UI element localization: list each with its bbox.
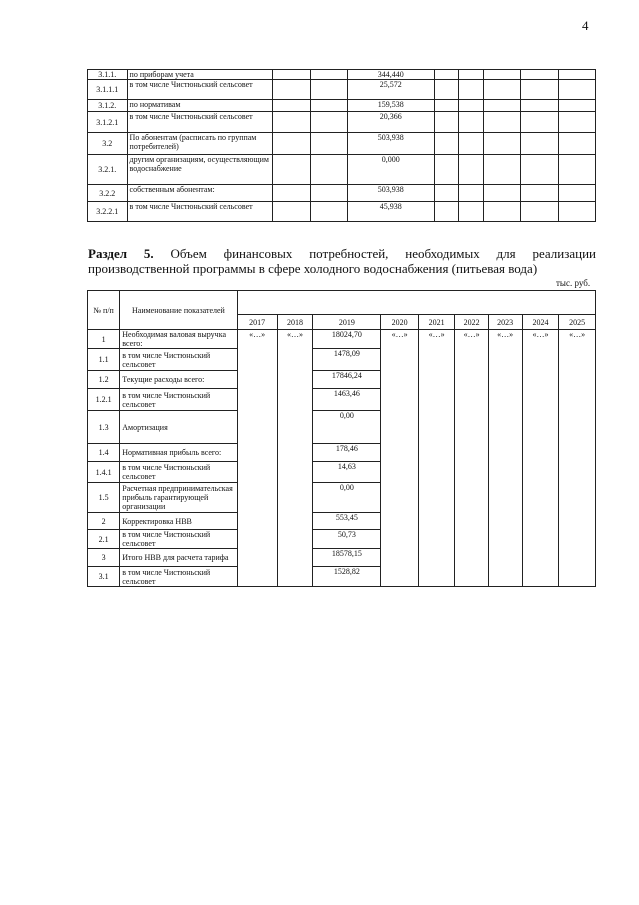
empty-cell [522, 389, 559, 411]
row-value: 159,538 [347, 100, 434, 112]
empty-cell [558, 100, 595, 112]
empty-cell [488, 411, 522, 444]
year-header: 2022 [455, 315, 488, 330]
empty-cell [521, 202, 558, 222]
empty-cell [455, 567, 488, 587]
empty-cell [455, 444, 488, 462]
empty-cell [381, 513, 418, 530]
empty-cell [459, 202, 484, 222]
empty-cell [522, 462, 559, 483]
year-header: 2019 [313, 315, 381, 330]
row-name: в том числе Чистюньский сельсовет [127, 202, 273, 222]
empty-cell [418, 530, 455, 549]
empty-cell [459, 80, 484, 100]
empty-cell [522, 411, 559, 444]
empty-cell [559, 513, 596, 530]
empty-cell [237, 389, 277, 411]
section-label: Раздел 5. [88, 246, 154, 261]
table-row [88, 444, 596, 462]
value-2019: 0,00 [313, 483, 381, 513]
page-number: 4 [582, 18, 589, 33]
row-name: в том числе Чистюньский сельсовет [127, 80, 273, 100]
row-code: 3.2.2.1 [88, 202, 128, 222]
row-name: другим организациям, осуществляющим водоснабжение [127, 155, 273, 185]
empty-cell [381, 371, 418, 389]
table-row [88, 549, 596, 567]
empty-cell [488, 483, 522, 513]
row-code: 3.1 [88, 567, 120, 587]
section-heading [88, 246, 596, 276]
row-code: 2.1 [88, 530, 120, 549]
empty-cell [277, 389, 313, 411]
row-code: 1.1 [88, 349, 120, 371]
empty-cell [484, 185, 521, 202]
empty-cell [484, 80, 521, 100]
empty-cell [459, 133, 484, 155]
financial-needs-table [87, 290, 596, 587]
empty-cell [273, 202, 310, 222]
empty-cell [434, 155, 459, 185]
empty-cell [558, 70, 595, 80]
empty-cell [521, 155, 558, 185]
table-row [88, 513, 596, 530]
empty-cell [310, 100, 347, 112]
table-row [88, 100, 596, 112]
empty-cell [488, 513, 522, 530]
row-name: по нормативам [127, 100, 273, 112]
empty-cell [558, 133, 595, 155]
row-name: в том числе Чистюньский сельсовет [120, 389, 237, 411]
value-2019: 18024,70 [313, 330, 381, 349]
table-row [88, 389, 596, 411]
empty-cell [418, 444, 455, 462]
row-code: 1.2 [88, 371, 120, 389]
value-2019: 1463,46 [313, 389, 381, 411]
empty-cell [559, 411, 596, 444]
row-name: Корректировка НВВ [120, 513, 237, 530]
year-header: 2018 [277, 315, 313, 330]
empty-cell [273, 70, 310, 80]
empty-cell [488, 349, 522, 371]
table-row [88, 133, 596, 155]
header-span [237, 291, 595, 315]
value-2019: 1478,09 [313, 349, 381, 371]
empty-cell [310, 112, 347, 133]
empty-cell [418, 513, 455, 530]
empty-cell [488, 530, 522, 549]
row-code: 1.5 [88, 483, 120, 513]
row-name: собственным абонентам: [127, 185, 273, 202]
empty-cell [455, 349, 488, 371]
row-code: 3.1.1.1 [88, 80, 128, 100]
empty-cell [559, 349, 596, 371]
empty-cell [484, 100, 521, 112]
table-row [88, 185, 596, 202]
placeholder-cell: «…» [559, 330, 596, 349]
empty-cell [381, 444, 418, 462]
empty-cell [522, 483, 559, 513]
year-header: 2020 [381, 315, 418, 330]
empty-cell [521, 185, 558, 202]
year-header: 2025 [559, 315, 596, 330]
row-value: 503,938 [347, 185, 434, 202]
empty-cell [273, 100, 310, 112]
empty-cell [381, 389, 418, 411]
table-row [88, 80, 596, 100]
empty-cell [459, 70, 484, 80]
empty-cell [418, 567, 455, 587]
value-2019: 0,00 [313, 411, 381, 444]
row-name: По абонентам (расписать по группам потребителей) [127, 133, 273, 155]
value-2019: 1528,82 [313, 567, 381, 587]
empty-cell [273, 133, 310, 155]
empty-cell [484, 112, 521, 133]
empty-cell [277, 530, 313, 549]
empty-cell [273, 112, 310, 133]
empty-cell [488, 462, 522, 483]
empty-cell [381, 411, 418, 444]
empty-cell [237, 483, 277, 513]
table-row [88, 155, 596, 185]
empty-cell [418, 371, 455, 389]
row-name: Текущие расходы всего: [120, 371, 237, 389]
empty-cell [522, 549, 559, 567]
empty-cell [381, 349, 418, 371]
table-row [88, 349, 596, 371]
empty-cell [310, 155, 347, 185]
table-row [88, 70, 596, 80]
empty-cell [522, 349, 559, 371]
row-name: в том числе Чистюньский сельсовет [127, 112, 273, 133]
value-2019: 50,73 [313, 530, 381, 549]
empty-cell [237, 513, 277, 530]
value-2019: 17846,24 [313, 371, 381, 389]
header-code: № п/п [88, 291, 120, 330]
empty-cell [559, 389, 596, 411]
empty-cell [381, 462, 418, 483]
empty-cell [459, 155, 484, 185]
empty-cell [522, 530, 559, 549]
value-2019: 18578,15 [313, 549, 381, 567]
empty-cell [559, 444, 596, 462]
empty-cell [522, 567, 559, 587]
placeholder-cell: «…» [522, 330, 559, 349]
header-name: Наименование показателей [120, 291, 237, 330]
empty-cell [273, 155, 310, 185]
empty-cell [277, 483, 313, 513]
empty-cell [455, 389, 488, 411]
row-name: Необходимая валовая выручка всего: [120, 330, 237, 349]
empty-cell [434, 133, 459, 155]
empty-cell [459, 112, 484, 133]
empty-cell [455, 371, 488, 389]
table-row [88, 530, 596, 549]
table-row [88, 371, 596, 389]
empty-cell [484, 202, 521, 222]
empty-cell [434, 100, 459, 112]
empty-cell [521, 133, 558, 155]
empty-cell [455, 530, 488, 549]
empty-cell [237, 549, 277, 567]
empty-cell [558, 112, 595, 133]
empty-cell [455, 462, 488, 483]
empty-cell [237, 530, 277, 549]
empty-cell [521, 112, 558, 133]
empty-cell [273, 80, 310, 100]
empty-cell [521, 70, 558, 80]
empty-cell [484, 133, 521, 155]
row-name: Расчетная предпринимательская прибыль гарантирующей организации [120, 483, 237, 513]
empty-cell [277, 371, 313, 389]
empty-cell [434, 70, 459, 80]
empty-cell [381, 549, 418, 567]
row-code: 3.1.1. [88, 70, 128, 80]
header-row [88, 291, 596, 315]
empty-cell [310, 185, 347, 202]
empty-cell [381, 567, 418, 587]
row-value: 344,440 [347, 70, 434, 80]
year-header: 2023 [488, 315, 522, 330]
empty-cell [459, 100, 484, 112]
empty-cell [521, 100, 558, 112]
row-code: 1.3 [88, 411, 120, 444]
row-code: 2 [88, 513, 120, 530]
empty-cell [522, 513, 559, 530]
row-name: Амортизация [120, 411, 237, 444]
placeholder-cell: «…» [237, 330, 277, 349]
row-code: 1.4.1 [88, 462, 120, 483]
empty-cell [277, 549, 313, 567]
row-name: по приборам учета [127, 70, 273, 80]
row-code: 3.2 [88, 133, 128, 155]
value-2019: 178,46 [313, 444, 381, 462]
placeholder-cell: «…» [381, 330, 418, 349]
empty-cell [484, 70, 521, 80]
row-code: 3.2.1. [88, 155, 128, 185]
table-row [88, 330, 596, 349]
empty-cell [559, 371, 596, 389]
table-row [88, 112, 596, 133]
table-row [88, 411, 596, 444]
empty-cell [488, 444, 522, 462]
empty-cell [558, 80, 595, 100]
empty-cell [434, 202, 459, 222]
empty-cell [559, 462, 596, 483]
empty-cell [237, 349, 277, 371]
empty-cell [418, 549, 455, 567]
row-code: 3.1.2. [88, 100, 128, 112]
row-code: 3 [88, 549, 120, 567]
empty-cell [455, 483, 488, 513]
placeholder-cell: «…» [455, 330, 488, 349]
row-code: 1.4 [88, 444, 120, 462]
value-2019: 14,63 [313, 462, 381, 483]
row-name: в том числе Чистюньский сельсовет [120, 567, 237, 587]
row-code: 3.2.2 [88, 185, 128, 202]
empty-cell [488, 567, 522, 587]
consumption-table [87, 69, 596, 222]
empty-cell [522, 444, 559, 462]
table-row [88, 462, 596, 483]
empty-cell [277, 411, 313, 444]
empty-cell [310, 70, 347, 80]
row-code: 1.2.1 [88, 389, 120, 411]
row-value: 0,000 [347, 155, 434, 185]
row-name: в том числе Чистюньский сельсовет [120, 530, 237, 549]
unit-label: тыс. руб. [556, 278, 591, 288]
section-title: Объем финансовых потребностей, необходимых для реализации производственной программы в сфере холодного водоснабжения (питьевая вода) [88, 246, 596, 276]
empty-cell [558, 155, 595, 185]
empty-cell [521, 80, 558, 100]
row-code: 1 [88, 330, 120, 349]
empty-cell [455, 411, 488, 444]
row-name: в том числе Чистюньский сельсовет [120, 462, 237, 483]
empty-cell [418, 389, 455, 411]
empty-cell [559, 483, 596, 513]
empty-cell [559, 530, 596, 549]
empty-cell [277, 349, 313, 371]
placeholder-cell: «…» [277, 330, 313, 349]
empty-cell [418, 483, 455, 513]
row-name: Итого НВВ для расчета тарифа [120, 549, 237, 567]
empty-cell [418, 349, 455, 371]
placeholder-cell: «…» [418, 330, 455, 349]
value-2019: 553,45 [313, 513, 381, 530]
empty-cell [310, 133, 347, 155]
empty-cell [484, 155, 521, 185]
row-value: 25,572 [347, 80, 434, 100]
empty-cell [488, 549, 522, 567]
row-value: 45,938 [347, 202, 434, 222]
row-value: 503,938 [347, 133, 434, 155]
empty-cell [559, 567, 596, 587]
row-value: 20,366 [347, 112, 434, 133]
placeholder-cell: «…» [488, 330, 522, 349]
empty-cell [459, 185, 484, 202]
empty-cell [277, 462, 313, 483]
empty-cell [381, 483, 418, 513]
empty-cell [522, 371, 559, 389]
empty-cell [277, 444, 313, 462]
empty-cell [434, 112, 459, 133]
empty-cell [434, 185, 459, 202]
table-row [88, 567, 596, 587]
empty-cell [237, 567, 277, 587]
empty-cell [310, 80, 347, 100]
empty-cell [277, 567, 313, 587]
empty-cell [434, 80, 459, 100]
empty-cell [559, 549, 596, 567]
empty-cell [237, 371, 277, 389]
row-code: 3.1.2.1 [88, 112, 128, 133]
empty-cell [418, 411, 455, 444]
table-row [88, 202, 596, 222]
empty-cell [381, 530, 418, 549]
row-name: Нормативная прибыль всего: [120, 444, 237, 462]
year-header: 2017 [237, 315, 277, 330]
empty-cell [237, 444, 277, 462]
empty-cell [558, 202, 595, 222]
year-header: 2021 [418, 315, 455, 330]
empty-cell [277, 513, 313, 530]
table-row [88, 483, 596, 513]
year-header: 2024 [522, 315, 559, 330]
row-name: в том числе Чистюньский сельсовет [120, 349, 237, 371]
empty-cell [237, 462, 277, 483]
empty-cell [418, 462, 455, 483]
empty-cell [455, 513, 488, 530]
empty-cell [455, 549, 488, 567]
empty-cell [488, 389, 522, 411]
empty-cell [273, 185, 310, 202]
empty-cell [310, 202, 347, 222]
empty-cell [558, 185, 595, 202]
empty-cell [237, 411, 277, 444]
empty-cell [488, 371, 522, 389]
